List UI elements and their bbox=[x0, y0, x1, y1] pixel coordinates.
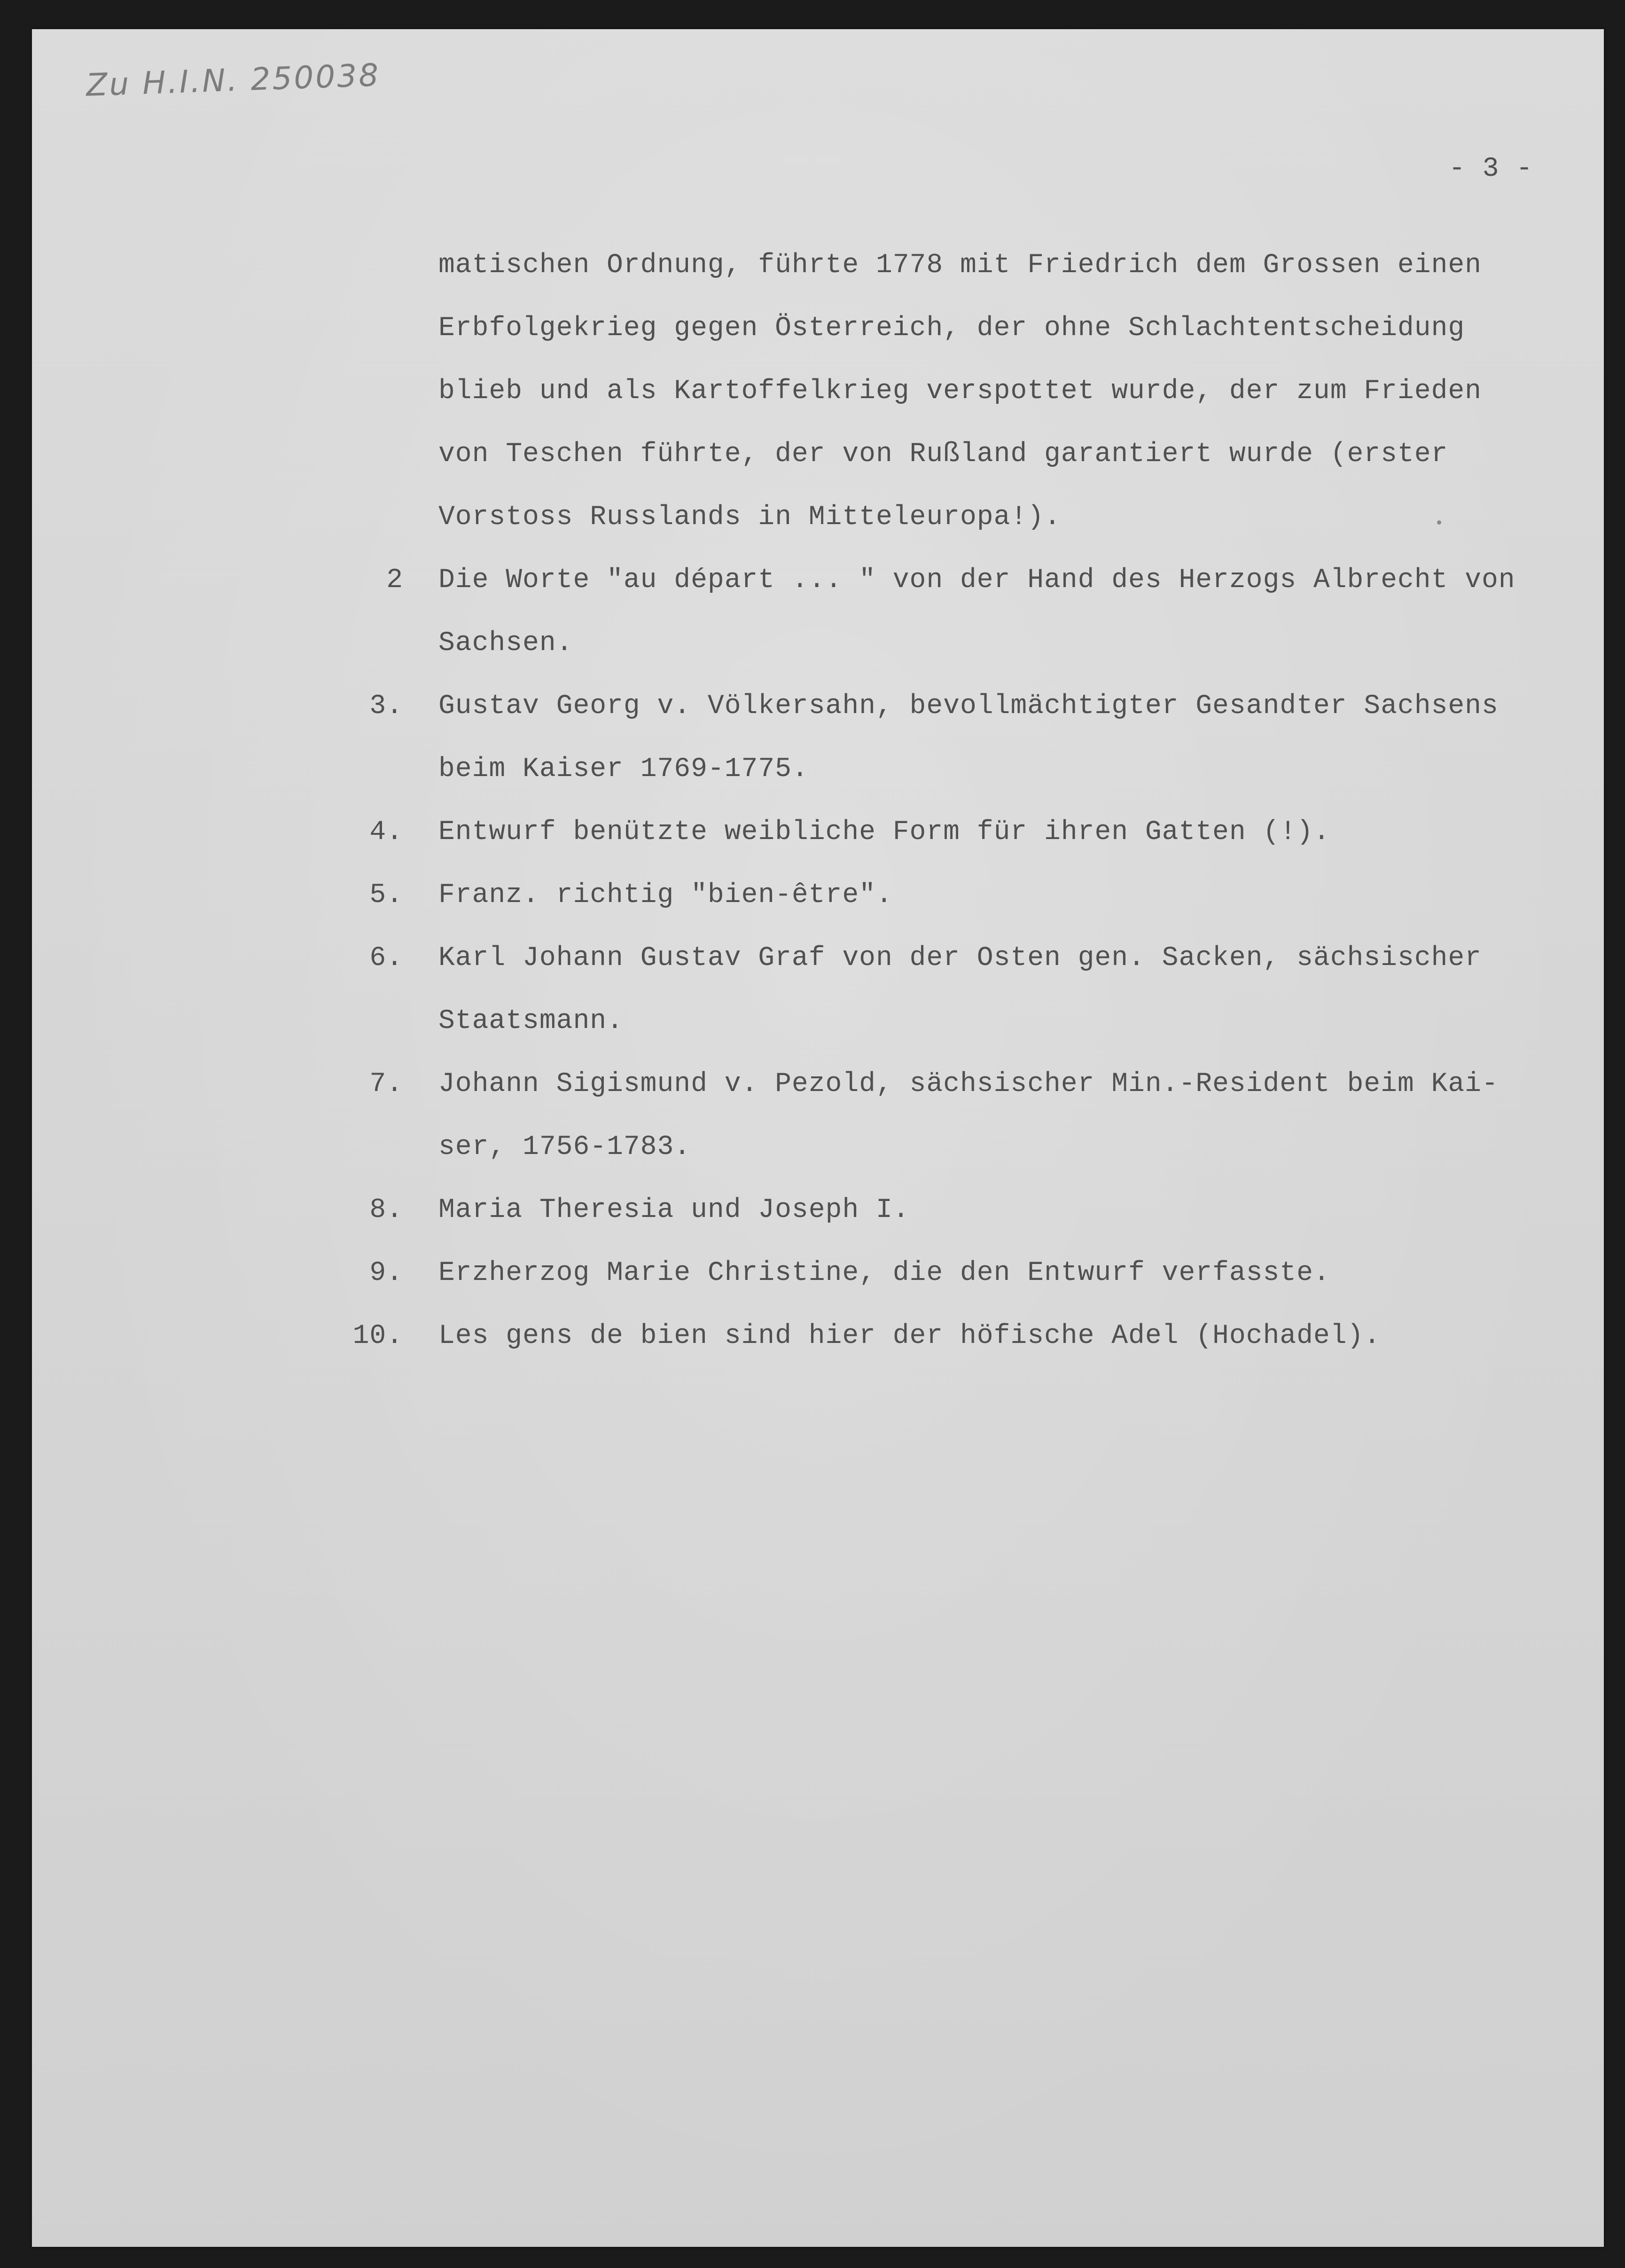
continuation-line: Erbfolgekrieg gegen Österreich, der ohne Schlachtentscheidung bbox=[438, 313, 1465, 344]
page-number: - 3 - bbox=[1449, 154, 1533, 184]
note-line: Gustav Georg v. Völkersahn, bevollmächtigter Gesandter Sachsens bbox=[438, 691, 1499, 722]
continuation-line: blieb und als Kartoffelkrieg verspottet wurde, der zum Frieden bbox=[438, 376, 1482, 407]
note-line: Sachsen. bbox=[438, 628, 573, 659]
note-line: Die Worte "au départ ... " von der Hand des Herzogs Albrecht von bbox=[438, 565, 1516, 596]
note-number: 4. bbox=[369, 817, 403, 848]
note-line: beim Kaiser 1769-1775. bbox=[438, 754, 809, 785]
note-number: 6. bbox=[369, 943, 403, 973]
note-number: 8. bbox=[369, 1195, 403, 1225]
ink-speck bbox=[1437, 520, 1441, 525]
note-line: Entwurf benützte weibliche Form für ihren Gatten (!). bbox=[438, 817, 1330, 848]
note-line: Johann Sigismund v. Pezold, sächsischer Min.-Resident beim Kai- bbox=[438, 1069, 1499, 1099]
note-number: 10. bbox=[352, 1321, 403, 1351]
note-line: ser, 1756-1783. bbox=[438, 1132, 691, 1162]
note-number: 9. bbox=[369, 1258, 403, 1288]
note-line: Karl Johann Gustav Graf von der Osten gen. Sacken, sächsischer bbox=[438, 943, 1482, 973]
archive-handwritten-mark: Zu H.I.N. 250038 bbox=[85, 57, 381, 103]
continuation-line: Vorstoss Russlands in Mitteleuropa!). bbox=[438, 502, 1061, 533]
note-number: 5. bbox=[369, 880, 403, 910]
continuation-line: matischen Ordnung, führte 1778 mit Friedrich dem Grossen einen bbox=[438, 250, 1482, 281]
note-line: Staatsmann. bbox=[438, 1006, 624, 1036]
note-line: Erzherzog Marie Christine, die den Entwurf verfasste. bbox=[438, 1258, 1330, 1288]
continuation-line: von Teschen führte, der von Rußland garantiert wurde (erster bbox=[438, 439, 1448, 470]
note-number: 7. bbox=[369, 1069, 403, 1099]
note-line: Franz. richtig "bien-être". bbox=[438, 880, 893, 910]
note-line: Les gens de bien sind hier der höfische Adel (Hochadel). bbox=[438, 1321, 1381, 1351]
document-page bbox=[32, 29, 1604, 2247]
note-number: 3. bbox=[369, 691, 403, 722]
note-number: 2 bbox=[386, 565, 403, 596]
note-line: Maria Theresia und Joseph I. bbox=[438, 1195, 910, 1225]
